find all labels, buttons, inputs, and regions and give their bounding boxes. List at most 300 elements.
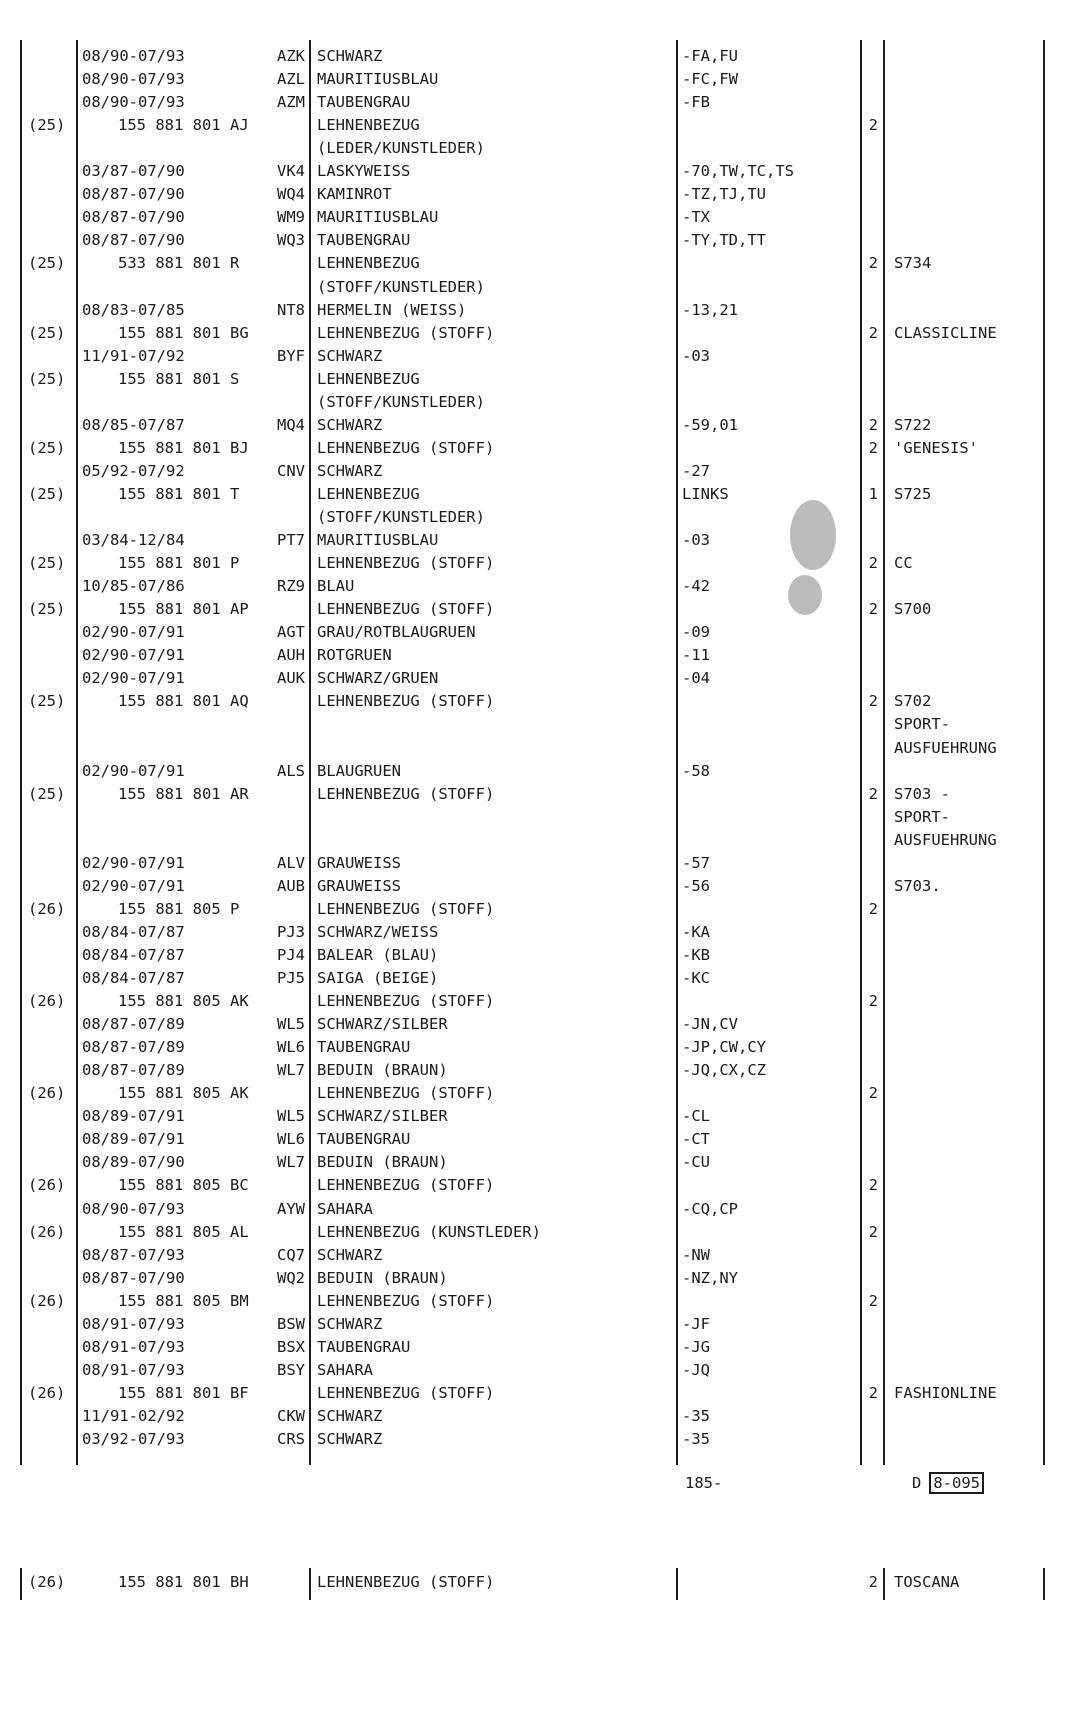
description: SCHWARZ <box>317 1430 383 1448</box>
color-code: BSX <box>277 1337 305 1356</box>
table-row <box>0 137 1084 160</box>
date-range: 08/89-07/91 <box>82 1130 185 1149</box>
color-suffix: -11 <box>682 646 710 665</box>
description: BEDUIN (BRAUN) <box>317 1153 448 1172</box>
color-suffix: -59,01 <box>682 415 738 434</box>
description: BLAUGRUEN <box>317 761 401 780</box>
description: SCHWARZ/SILBER <box>317 1107 448 1126</box>
color-suffix: -JP,CW,CY <box>682 1038 766 1057</box>
color-code: AZL <box>277 70 305 89</box>
quantity: 2 <box>868 899 878 918</box>
quantity: 1 <box>868 484 878 503</box>
table-row <box>0 713 1084 736</box>
item-reference: (25) <box>28 116 66 135</box>
table-row <box>0 229 1084 252</box>
item-reference: (25) <box>28 369 66 388</box>
description: SCHWARZ <box>317 1245 383 1264</box>
color-code: WQ2 <box>277 1268 305 1287</box>
color-code: BYF <box>277 346 305 365</box>
color-suffix: -13,21 <box>682 300 738 319</box>
date-range: 03/84-12/84 <box>82 531 185 550</box>
color-code: AYW <box>277 1199 305 1218</box>
color-suffix: -57 <box>682 853 710 872</box>
quantity: 2 <box>868 1176 878 1195</box>
document-number-box: 8-095 <box>929 1472 984 1494</box>
part-number: 155 881 801 BF <box>118 1383 249 1402</box>
date-range: 08/89-07/91 <box>82 1107 185 1126</box>
item-reference: (25) <box>28 438 66 457</box>
color-code: CKW <box>277 1406 305 1425</box>
part-number: 155 881 801 P <box>118 554 240 573</box>
color-code: AZM <box>277 93 305 112</box>
table-row <box>0 1405 1084 1428</box>
table-row <box>0 1128 1084 1151</box>
part-number: 155 881 805 BM <box>118 1291 249 1310</box>
date-range: 02/90-07/91 <box>82 761 185 780</box>
table-row <box>0 183 1084 206</box>
description: SCHWARZ <box>317 415 383 434</box>
part-number: 155 881 801 AR <box>118 784 249 803</box>
color-code: AGT <box>277 623 305 642</box>
part-number: 155 881 805 AK <box>118 1084 249 1103</box>
color-code: AZK <box>277 47 305 65</box>
quantity: 2 <box>868 784 878 803</box>
quantity: 2 <box>868 992 878 1011</box>
item-reference: (25) <box>28 554 66 573</box>
table-row <box>0 737 1084 760</box>
date-range: 08/90-07/93 <box>82 47 185 65</box>
remark: AUSFUEHRUNG <box>894 830 997 849</box>
table-row <box>0 460 1084 483</box>
table-row <box>0 529 1084 552</box>
item-reference: (25) <box>28 784 66 803</box>
color-suffix: -03 <box>682 531 710 550</box>
color-suffix: -04 <box>682 669 710 688</box>
description: SCHWARZ <box>317 1406 383 1425</box>
description: (STOFF/KUNSTLEDER) <box>317 508 485 526</box>
description: MAURITIUSBLAU <box>317 70 439 89</box>
date-range: 08/89-07/90 <box>82 1153 185 1172</box>
color-code: WM9 <box>277 208 305 227</box>
description: SCHWARZ <box>317 346 383 365</box>
next-remark: TOSCANA <box>894 1573 960 1591</box>
scan-smudge <box>788 575 822 615</box>
scan-smudge <box>790 500 836 570</box>
date-range: 08/84-07/87 <box>82 922 185 941</box>
date-range: 08/87-07/90 <box>82 231 185 250</box>
date-range: 10/85-07/86 <box>82 577 185 596</box>
table-row <box>0 1105 1084 1128</box>
color-suffix: -42 <box>682 577 710 596</box>
table-row <box>0 806 1084 829</box>
table-row <box>0 1382 1084 1405</box>
description: LEHNENBEZUG (STOFF) <box>317 692 495 711</box>
table-row <box>0 1428 1084 1451</box>
table-row <box>0 322 1084 345</box>
description: SCHWARZ <box>317 47 383 65</box>
table-row <box>0 829 1084 852</box>
description: LEHNENBEZUG (STOFF) <box>317 600 495 619</box>
description: LEHNENBEZUG (KUNSTLEDER) <box>317 1222 541 1241</box>
description: LEHNENBEZUG (STOFF) <box>317 992 495 1011</box>
description: SCHWARZ <box>317 1314 383 1333</box>
description: GRAUWEISS <box>317 876 401 895</box>
description: SCHWARZ <box>317 461 383 480</box>
quantity: 2 <box>868 1222 878 1241</box>
color-suffix: -FA,FU <box>682 47 738 65</box>
color-code: CNV <box>277 461 305 480</box>
color-code: WL6 <box>277 1130 305 1149</box>
color-suffix: -58 <box>682 761 710 780</box>
date-range: 08/91-07/93 <box>82 1360 185 1379</box>
table-row <box>0 252 1084 275</box>
part-number: 155 881 801 BG <box>118 323 249 342</box>
description: BALEAR (BLAU) <box>317 945 439 964</box>
color-code: WL7 <box>277 1061 305 1080</box>
color-suffix: -JG <box>682 1337 710 1356</box>
color-code: MQ4 <box>277 415 305 434</box>
color-suffix: -JQ,CX,CZ <box>682 1061 766 1080</box>
description: LEHNENBEZUG (STOFF) <box>317 1383 495 1402</box>
description: TAUBENGRAU <box>317 1130 411 1149</box>
color-suffix: -JN,CV <box>682 1015 738 1034</box>
description: LEHNENBEZUG <box>317 484 420 503</box>
date-range: 02/90-07/91 <box>82 876 185 895</box>
description: SCHWARZ/GRUEN <box>317 669 439 688</box>
date-range: 08/87-07/89 <box>82 1061 185 1080</box>
color-code: PT7 <box>277 531 305 550</box>
quantity: 2 <box>868 1383 878 1402</box>
table-row <box>0 575 1084 598</box>
description: LEHNENBEZUG (STOFF) <box>317 323 495 342</box>
table-row <box>0 1082 1084 1105</box>
color-code: WQ3 <box>277 231 305 250</box>
item-reference: (26) <box>28 1176 66 1195</box>
description: SAHARA <box>317 1360 373 1379</box>
color-suffix: -27 <box>682 461 710 480</box>
description: ROTGRUEN <box>317 646 392 665</box>
color-suffix: -JQ <box>682 1360 710 1379</box>
table-row <box>0 1313 1084 1336</box>
description: MAURITIUSBLAU <box>317 531 439 550</box>
date-range: 02/90-07/91 <box>82 669 185 688</box>
description: (LEDER/KUNSTLEDER) <box>317 139 485 158</box>
color-code: PJ3 <box>277 922 305 941</box>
table-row <box>0 45 1084 68</box>
description: SAHARA <box>317 1199 373 1218</box>
item-reference: (25) <box>28 484 66 503</box>
table-row <box>0 506 1084 529</box>
date-range: 08/87-07/93 <box>82 1245 185 1264</box>
table-row <box>0 68 1084 91</box>
description: TAUBENGRAU <box>317 231 411 250</box>
document-code <box>912 1474 984 1492</box>
table-row <box>0 552 1084 575</box>
item-reference: (26) <box>28 1383 66 1402</box>
table-row <box>0 1359 1084 1382</box>
table-row <box>0 921 1084 944</box>
color-code: WQ4 <box>277 185 305 204</box>
quantity: 2 <box>868 116 878 135</box>
description: GRAUWEISS <box>317 853 401 872</box>
color-suffix: -NZ,NY <box>682 1268 738 1287</box>
color-code: NT8 <box>277 300 305 319</box>
table-row <box>0 1221 1084 1244</box>
color-code: RZ9 <box>277 577 305 596</box>
quantity: 2 <box>868 415 878 434</box>
date-range: 08/91-07/93 <box>82 1314 185 1333</box>
color-suffix: -CQ,CP <box>682 1199 738 1218</box>
part-number: 155 881 805 AK <box>118 992 249 1011</box>
table-row <box>0 1290 1084 1313</box>
remark: S700 <box>894 600 932 619</box>
table-row <box>0 160 1084 183</box>
table-row <box>0 345 1084 368</box>
description: SCHWARZ/SILBER <box>317 1015 448 1034</box>
table-row <box>0 598 1084 621</box>
date-range: 08/87-07/90 <box>82 208 185 227</box>
next-ref: (26) <box>28 1573 66 1591</box>
next-description: LEHNENBEZUG (STOFF) <box>317 1573 495 1591</box>
remark: AUSFUEHRUNG <box>894 738 997 757</box>
table-row <box>0 483 1084 506</box>
remark: S722 <box>894 415 932 434</box>
description: HERMELIN (WEISS) <box>317 300 467 319</box>
part-number: 155 881 801 BJ <box>118 438 249 457</box>
part-number: 155 881 805 BC <box>118 1176 249 1195</box>
description: LEHNENBEZUG (STOFF) <box>317 438 495 457</box>
quantity: 2 <box>868 254 878 273</box>
quantity: 2 <box>868 438 878 457</box>
color-suffix: -CL <box>682 1107 710 1126</box>
part-number: 155 881 805 AL <box>118 1222 249 1241</box>
table-row <box>0 1336 1084 1359</box>
table-row <box>0 114 1084 137</box>
color-code: AUB <box>277 876 305 895</box>
part-number: 155 881 801 AQ <box>118 692 249 711</box>
item-reference: (26) <box>28 1291 66 1310</box>
date-range: 08/83-07/85 <box>82 300 185 319</box>
quantity: 2 <box>868 323 878 342</box>
table-row <box>0 414 1084 437</box>
item-reference: (25) <box>28 323 66 342</box>
color-code: PJ4 <box>277 945 305 964</box>
remark: SPORT- <box>894 807 950 826</box>
date-range: 02/90-07/91 <box>82 853 185 872</box>
description: TAUBENGRAU <box>317 1038 411 1057</box>
description: LEHNENBEZUG <box>317 369 420 388</box>
part-number: 155 881 801 T <box>118 484 240 503</box>
description: LEHNENBEZUG (STOFF) <box>317 1176 495 1195</box>
table-row <box>0 391 1084 414</box>
color-suffix: -09 <box>682 623 710 642</box>
date-range: 08/84-07/87 <box>82 945 185 964</box>
remark: CC <box>894 554 913 573</box>
item-reference: (25) <box>28 600 66 619</box>
date-range: 08/84-07/87 <box>82 969 185 987</box>
item-reference: (26) <box>28 992 66 1011</box>
table-row <box>0 91 1084 114</box>
description: LEHNENBEZUG (STOFF) <box>317 784 495 803</box>
date-range: 08/87-07/90 <box>82 185 185 204</box>
color-code: WL5 <box>277 1015 305 1034</box>
date-range: 08/87-07/89 <box>82 1015 185 1034</box>
description: BEDUIN (BRAUN) <box>317 1061 448 1080</box>
date-range: 02/90-07/91 <box>82 646 185 665</box>
date-range: 03/87-07/90 <box>82 162 185 181</box>
color-code: BSW <box>277 1314 305 1333</box>
date-range: 08/87-07/89 <box>82 1038 185 1057</box>
page-number: 185- <box>685 1474 723 1492</box>
color-suffix: -FC,FW <box>682 70 738 89</box>
color-suffix: -03 <box>682 346 710 365</box>
color-suffix: -TY,TD,TT <box>682 231 766 250</box>
table-row <box>0 1267 1084 1290</box>
color-suffix: -70,TW,TC,TS <box>682 162 794 181</box>
quantity: 2 <box>868 554 878 573</box>
remark: CLASSICLINE <box>894 323 997 342</box>
color-suffix: -56 <box>682 876 710 895</box>
table-row <box>0 1059 1084 1082</box>
date-range: 08/90-07/93 <box>82 93 185 112</box>
next-part-number: 155 881 801 BH <box>118 1573 249 1591</box>
date-range: 11/91-02/92 <box>82 1406 185 1425</box>
color-suffix: -KC <box>682 969 710 987</box>
description: BEDUIN (BRAUN) <box>317 1268 448 1287</box>
description: LEHNENBEZUG (STOFF) <box>317 1084 495 1103</box>
table-row <box>0 898 1084 921</box>
description: (STOFF/KUNSTLEDER) <box>317 392 485 411</box>
table-row <box>0 967 1084 990</box>
table-row <box>0 667 1084 690</box>
date-range: 08/85-07/87 <box>82 415 185 434</box>
description: LEHNENBEZUG (STOFF) <box>317 899 495 918</box>
remark: S725 <box>894 484 932 503</box>
part-number: 155 881 801 S <box>118 369 240 388</box>
item-reference: (25) <box>28 692 66 711</box>
table-row <box>0 690 1084 713</box>
table-row <box>0 644 1084 667</box>
table-row <box>0 852 1084 875</box>
color-suffix: -KA <box>682 922 710 941</box>
item-reference: (26) <box>28 1084 66 1103</box>
description: MAURITIUSBLAU <box>317 208 439 227</box>
remark: SPORT- <box>894 715 950 734</box>
date-range: 03/92-07/93 <box>82 1430 185 1448</box>
item-reference: (26) <box>28 899 66 918</box>
part-number: 155 881 805 P <box>118 899 240 918</box>
color-suffix: -FB <box>682 93 710 112</box>
color-suffix: -TZ,TJ,TU <box>682 185 766 204</box>
table-row <box>0 1244 1084 1267</box>
description: LEHNENBEZUG (STOFF) <box>317 1291 495 1310</box>
color-code: AUH <box>277 646 305 665</box>
remark: FASHIONLINE <box>894 1383 997 1402</box>
table-row <box>0 944 1084 967</box>
color-code: WL5 <box>277 1107 305 1126</box>
table-row <box>0 875 1084 898</box>
date-range: 11/91-07/92 <box>82 346 185 365</box>
color-code: VK4 <box>277 162 305 181</box>
color-code: BSY <box>277 1360 305 1379</box>
table-row <box>0 760 1084 783</box>
description: LEHNENBEZUG <box>317 254 420 273</box>
item-reference: (26) <box>28 1222 66 1241</box>
description: SAIGA (BEIGE) <box>317 969 439 987</box>
color-code: ALV <box>277 853 305 872</box>
remark: 'GENESIS' <box>894 438 978 457</box>
item-reference: (25) <box>28 254 66 273</box>
table-row <box>0 1198 1084 1221</box>
table-row <box>0 621 1084 644</box>
remark: S734 <box>894 254 932 273</box>
document-letter: D <box>912 1474 922 1492</box>
part-number: 533 881 801 R <box>118 254 240 273</box>
remark: S703. <box>894 876 941 895</box>
quantity: 2 <box>868 1291 878 1310</box>
table-row <box>0 990 1084 1013</box>
description: LASKYWEISS <box>317 162 411 181</box>
table-row <box>0 1151 1084 1174</box>
quantity: 2 <box>868 600 878 619</box>
description: (STOFF/KUNSTLEDER) <box>317 277 485 296</box>
remark: S702 <box>894 692 932 711</box>
color-suffix: LINKS <box>682 484 729 503</box>
description: TAUBENGRAU <box>317 1337 411 1356</box>
description: BLAU <box>317 577 355 596</box>
table-row <box>0 1036 1084 1059</box>
color-suffix: -35 <box>682 1430 710 1448</box>
color-code: CQ7 <box>277 1245 305 1264</box>
color-code: ALS <box>277 761 305 780</box>
color-suffix: -CT <box>682 1130 710 1149</box>
description: GRAU/ROTBLAUGRUEN <box>317 623 476 642</box>
date-range: 08/90-07/93 <box>82 70 185 89</box>
next-quantity: 2 <box>868 1573 878 1591</box>
table-row <box>0 299 1084 322</box>
next-page-row <box>0 1571 1084 1594</box>
quantity: 2 <box>868 1084 878 1103</box>
table-row <box>0 783 1084 806</box>
part-number: 155 881 801 AP <box>118 600 249 619</box>
color-suffix: -JF <box>682 1314 710 1333</box>
color-suffix: -NW <box>682 1245 710 1264</box>
color-code: WL7 <box>277 1153 305 1172</box>
date-range: 08/90-07/93 <box>82 1199 185 1218</box>
date-range: 08/91-07/93 <box>82 1337 185 1356</box>
description: KAMINROT <box>317 185 392 204</box>
color-code: PJ5 <box>277 969 305 987</box>
remark: S703 - <box>894 784 950 803</box>
table-row <box>0 206 1084 229</box>
table-row <box>0 368 1084 391</box>
description: LEHNENBEZUG (STOFF) <box>317 554 495 573</box>
description: LEHNENBEZUG <box>317 116 420 135</box>
color-suffix: -35 <box>682 1406 710 1425</box>
table-row <box>0 276 1084 299</box>
description: TAUBENGRAU <box>317 93 411 112</box>
table-row <box>0 437 1084 460</box>
part-number: 155 881 801 AJ <box>118 116 249 135</box>
color-code: CRS <box>277 1430 305 1448</box>
color-suffix: -KB <box>682 945 710 964</box>
description: SCHWARZ/WEISS <box>317 922 439 941</box>
table-row <box>0 1174 1084 1197</box>
date-range: 08/87-07/90 <box>82 1268 185 1287</box>
color-code: WL6 <box>277 1038 305 1057</box>
color-code: AUK <box>277 669 305 688</box>
color-suffix: -CU <box>682 1153 710 1172</box>
